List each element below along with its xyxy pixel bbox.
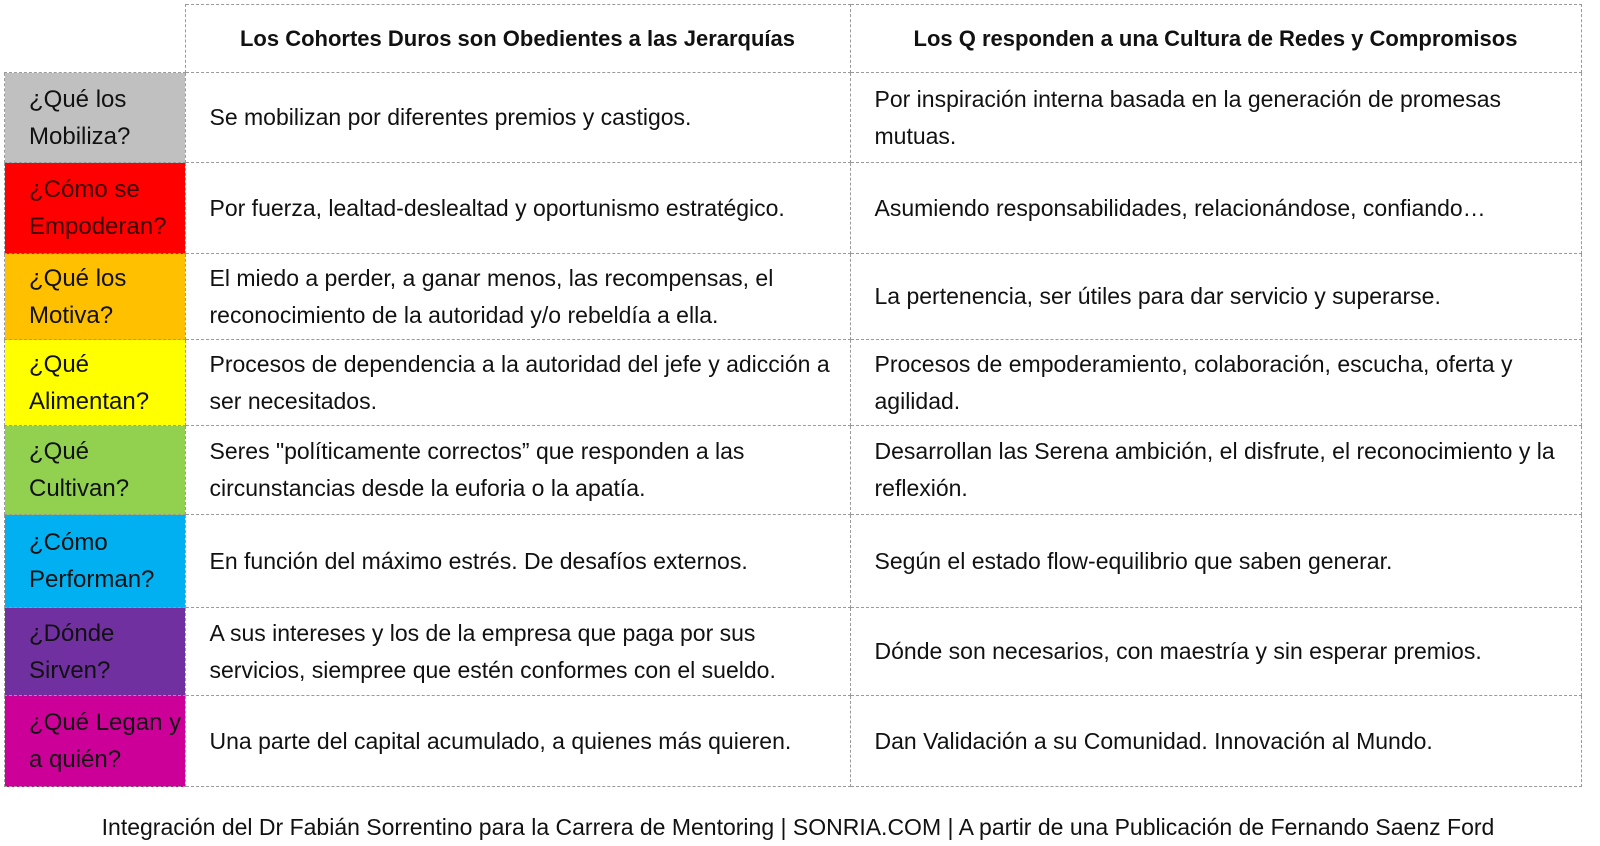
- cell-q: La pertenencia, ser útiles para dar servicio y superarse.: [850, 254, 1581, 340]
- cell-q: Según el estado flow-equilibrio que saben generar.: [850, 515, 1581, 608]
- cell-q: Dan Validación a su Comunidad. Innovación al Mundo.: [850, 696, 1581, 787]
- cell-cohortes: Se mobilizan por diferentes premios y castigos.: [185, 73, 850, 163]
- cell-cohortes: Una parte del capital acumulado, a quienes más quieren.: [185, 696, 850, 787]
- footer-caption: Integración del Dr Fabián Sorrentino para la Carrera de Mentoring | SONRIA.COM | A partir de una Publicación de Fernando Saenz Ford: [101, 814, 1495, 840]
- cell-q: Asumiendo responsabilidades, relacionándose, confiando…: [850, 163, 1581, 254]
- table-body: [5, 73, 1582, 787]
- column-header-cohortes: Los Cohortes Duros son Obedientes a las Jerarquías: [185, 5, 850, 73]
- table-row: [5, 426, 1582, 515]
- table-row: [5, 73, 1582, 163]
- cell-q: Desarrollan las Serena ambición, el disfrute, el reconocimiento y la reflexión.: [850, 426, 1581, 515]
- table-row: [5, 608, 1582, 696]
- row-label: ¿Qué Cultivan?: [5, 426, 186, 515]
- comparison-table: [4, 4, 1582, 787]
- row-label: ¿Qué los Mobiliza?: [5, 73, 186, 163]
- row-label: ¿Qué Legan y a quién?: [5, 696, 186, 787]
- cell-cohortes: En función del máximo estrés. De desafíos externos.: [185, 515, 850, 608]
- cell-q: Por inspiración interna basada en la generación de promesas mutuas.: [850, 73, 1581, 163]
- column-header-q: Los Q responden a una Cultura de Redes y Compromisos: [850, 5, 1581, 73]
- row-label: ¿Cómo Performan?: [5, 515, 186, 608]
- cell-cohortes: Por fuerza, lealtad-deslealtad y oportunismo estratégico.: [185, 163, 850, 254]
- row-label: ¿Cómo se Empoderan?: [5, 163, 186, 254]
- cell-cohortes: El miedo a perder, a ganar menos, las recompensas, el reconocimiento de la autoridad y/o rebeldía a ella.: [185, 254, 850, 340]
- header-corner: [5, 5, 186, 73]
- cell-cohortes: A sus intereses y los de la empresa que paga por sus servicios, siempree que estén conformes con el sueldo.: [185, 608, 850, 696]
- cell-q: Procesos de empoderamiento, colaboración, escucha, oferta y agilidad.: [850, 340, 1581, 426]
- table-row: [5, 696, 1582, 787]
- cell-cohortes: Seres "políticamente correctos” que responden a las circunstancias desde la euforia o la apatía.: [185, 426, 850, 515]
- header-row: [5, 5, 1582, 73]
- table-row: [5, 254, 1582, 340]
- cell-q: Dónde son necesarios, con maestría y sin esperar premios.: [850, 608, 1581, 696]
- row-label: ¿Dónde Sirven?: [5, 608, 186, 696]
- row-label: ¿Qué los Motiva?: [5, 254, 186, 340]
- row-label: ¿Qué Alimentan?: [5, 340, 186, 426]
- table-row: [5, 340, 1582, 426]
- cell-cohortes: Procesos de dependencia a la autoridad del jefe y adicción a ser necesitados.: [185, 340, 850, 426]
- table-row: [5, 163, 1582, 254]
- table-row: [5, 515, 1582, 608]
